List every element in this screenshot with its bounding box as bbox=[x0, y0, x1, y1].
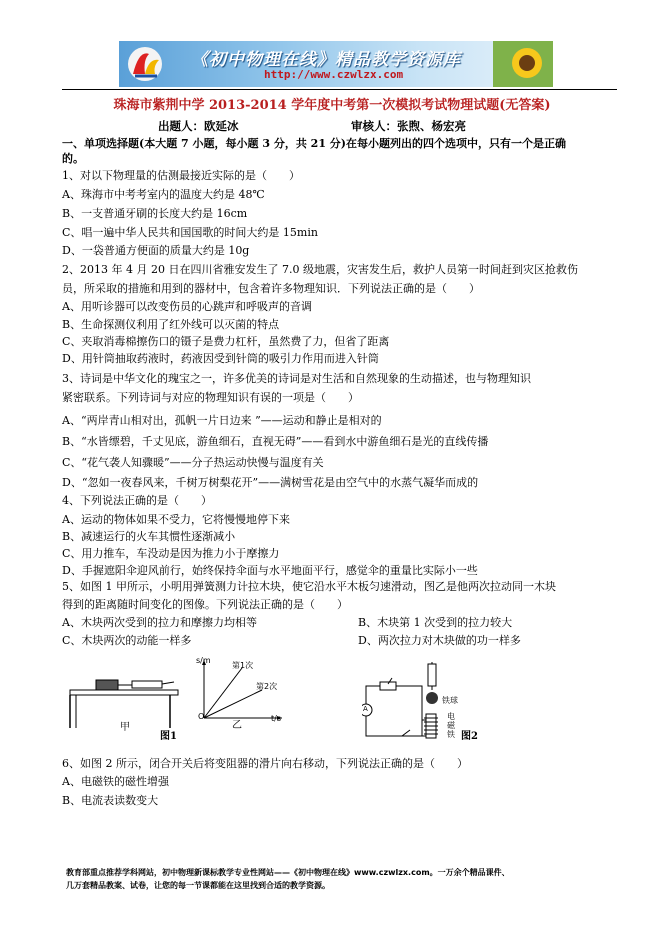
graph-line1-label: 第1次 bbox=[232, 661, 254, 670]
q2-stem-cont: 员，所采取的措施和用到的器材中，包含着许多物理知识．下列说法正确的是（ ） bbox=[62, 282, 480, 295]
figure2-label-electromagnet: 电磁铁 bbox=[447, 712, 455, 739]
q4-option-c: C、用力推车，车没动是因为推力小于摩擦力 bbox=[62, 547, 280, 560]
q3-option-a: A、“两岸青山相对出，孤帆一片日边来 ”——运动和静止是相对的 bbox=[62, 414, 382, 427]
page-title: 珠海市紫荆中学 2013-2014 学年度中考第一次模拟考试物理试题(无答案) bbox=[113, 98, 551, 113]
q2-option-b: B、生命探测仪利用了红外线可以灭菌的特点 bbox=[62, 318, 280, 331]
q5-option-d: D、两次拉力对木块做的功一样多 bbox=[358, 634, 521, 647]
figure2-ammeter-symbol: A bbox=[363, 705, 368, 713]
q6-stem: 6、如图 2 所示，闭合开关后将变阻器的滑片向右移动，下列说法正确的是（ ） bbox=[62, 757, 468, 770]
q5-option-b: B、木块第 1 次受到的拉力较大 bbox=[358, 616, 513, 629]
q4-option-a: A、运动的物体如果不受力，它将慢慢地停下来 bbox=[62, 513, 290, 526]
q6-option-a: A、电磁铁的磁性增强 bbox=[62, 775, 169, 788]
q6-option-b: B、电流表读数变大 bbox=[62, 794, 159, 807]
header-banner bbox=[119, 41, 553, 87]
footer-line-2: 几万套精品教案、试卷，让您的每一节课都能在这里找到合适的教学资源。 bbox=[66, 881, 330, 890]
graph-origin-label: O bbox=[198, 712, 205, 721]
q2-option-d: D、用针筒抽取药液时，药液因受到针筒的吸引力作用而进入针筒 bbox=[62, 352, 379, 365]
graph-x-axis-label: t/s bbox=[271, 714, 281, 723]
q1-option-c: C、唱一遍中华人民共和国国歌的时间大约是 15min bbox=[62, 226, 318, 239]
q4-option-d: D、手握遮阳伞迎风前行，始终保持伞面与水平地面平行，感觉伞的重量比实际小一些 bbox=[62, 564, 478, 577]
q2-option-a: A、用听诊器可以改变伤员的心跳声和呼吸声的音调 bbox=[62, 300, 312, 313]
q1-option-a: A、珠海市中考考室内的温度大约是 48℃ bbox=[62, 188, 265, 201]
q2-stem: 2、2013 年 4 月 20 日在四川省雅安发生了 7.0 级地震，灾害发生后，救护人员第一时间赶到灾区抢救伤 bbox=[62, 263, 578, 276]
q3-option-c: C、“花气袭人知骤暖”——分子热运动快慢与温度有关 bbox=[62, 456, 324, 469]
q2-option-c: C、夹取消毒棉擦伤口的镊子是费力杠杆，虽然费了力，但省了距离 bbox=[62, 335, 390, 348]
footer-line-1: 教育部重点推荐学科网站，初中物理新课标教学专业性网站——《初中物理在线》www.czwlzx.com。一万余个精品课件、 bbox=[66, 868, 510, 877]
q1-option-d: D、一袋普通方便面的质量大约是 10g bbox=[62, 244, 250, 257]
figure1-label-yi: 乙 bbox=[232, 720, 242, 731]
section-heading: 一、单项选择题(本大题 7 小题，每小题 3 分，共 21 分)在每小题列出的四个选项中，只有一个是正确 bbox=[62, 137, 566, 150]
graph-y-axis-label: s/m bbox=[196, 656, 211, 665]
q4-option-b: B、减速运行的火车其惯性逐渐减小 bbox=[62, 530, 236, 543]
q3-stem-cont: 紧密联系。下列诗词与对应的物理知识有误的一项是（ ） bbox=[62, 391, 359, 404]
q5-stem-cont: 得到的距离随时间变化的图像。下列说法正确的是（ ） bbox=[62, 598, 348, 611]
reviewer-line: 审核人：张煦、杨宏亮 bbox=[351, 119, 466, 133]
q3-option-b: B、“水皆缥碧，千丈见底，游鱼细石，直视无碍”——看到水中游鱼细石是光的直线传播 bbox=[62, 435, 489, 448]
q3-stem: 3、诗词是中华文化的瑰宝之一，许多优美的诗词是对生活和自然现象的生动描述，也与物理知识 bbox=[62, 372, 531, 385]
site-logo-icon bbox=[125, 44, 165, 84]
banner-url[interactable]: http://www.czwlzx.com bbox=[264, 68, 404, 81]
q4-stem: 4、下列说法正确的是（ ） bbox=[62, 494, 212, 507]
banner-title: 《初中物理在线》精品教学资源库 bbox=[191, 50, 461, 70]
figure1-label-jia: 甲 bbox=[120, 722, 130, 733]
figure1-caption: 图1 bbox=[160, 731, 177, 742]
graph-line2-label: 第2次 bbox=[256, 682, 278, 691]
figure2-caption: 图2 bbox=[461, 731, 478, 742]
q1-option-b: B、一支普通牙刷的长度大约是 16cm bbox=[62, 207, 248, 220]
page-footer bbox=[66, 866, 606, 892]
q5-option-c: C、木块两次的动能一样多 bbox=[62, 634, 192, 647]
q3-option-d: D、“忽如一夜春风来，千树万树梨花开”——满树雪花是由空气中的水蒸气凝华而成的 bbox=[62, 476, 479, 489]
figure2-label-iron-ball: 铁球 bbox=[442, 696, 458, 705]
q5-stem: 5、如图 1 甲所示，小明用弹簧测力计拉木块，使它沿水平木板匀速滑动，图乙是他两次拉动同一木块 bbox=[62, 580, 556, 593]
author-line: 出题人：欧延冰 bbox=[158, 119, 239, 133]
header-divider bbox=[62, 89, 617, 90]
q1-stem: 1、对以下物理量的估测最接近实际的是（ ） bbox=[62, 169, 300, 182]
sunflower-icon bbox=[493, 41, 553, 87]
q5-option-a: A、木块两次受到的拉力和摩擦力均相等 bbox=[62, 616, 257, 629]
section-heading-cont: 的。 bbox=[62, 152, 84, 165]
